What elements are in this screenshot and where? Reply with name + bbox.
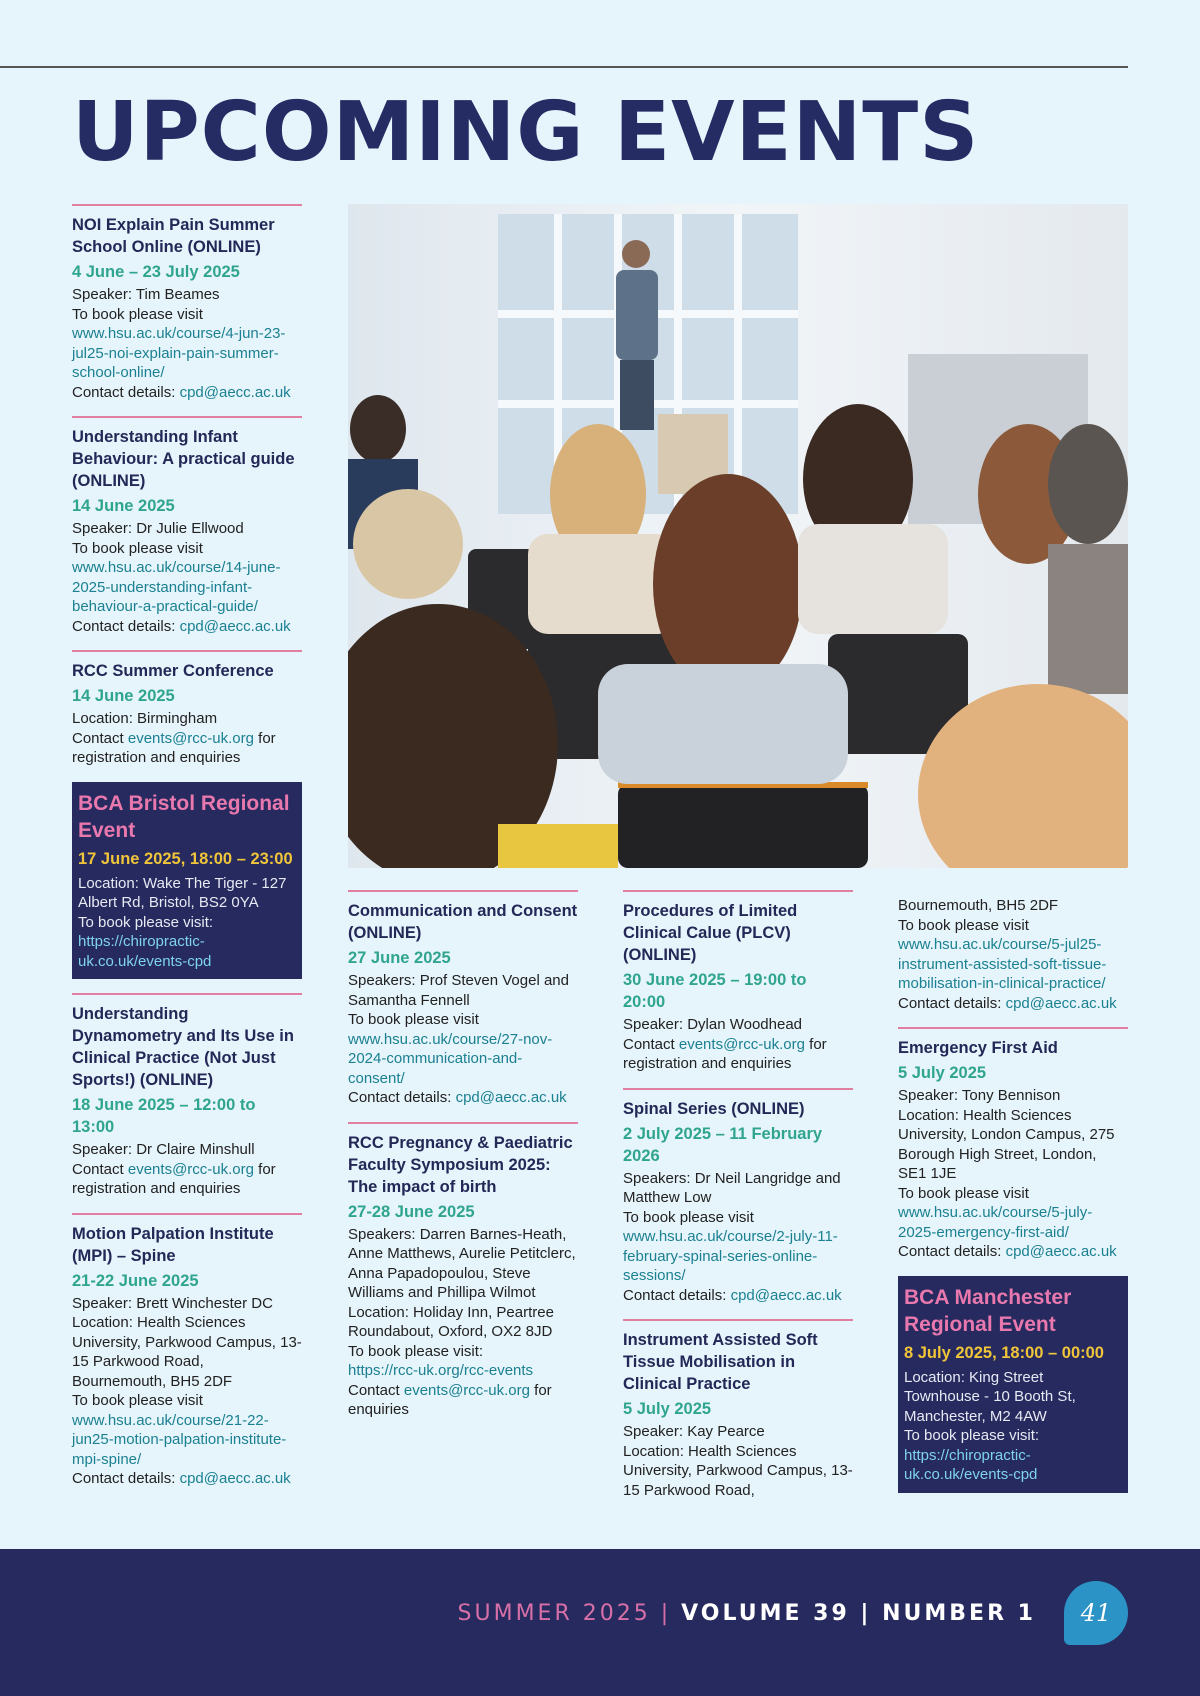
event-title: Motion Palpation Institute (MPI) – Spine [72,1224,274,1265]
event-speaker: Speaker: Tim Beames [72,286,220,303]
event-date: 14 June 2025 [72,687,175,705]
event-contact [72,1160,302,1199]
event-card [898,1027,1128,1262]
event-title: RCC Summer Conference [72,662,274,680]
event-book-label: To book please visit [623,1208,754,1226]
contact-label: Contact details: [72,1470,180,1487]
event-speaker: Speaker: Kay Pearce [623,1423,765,1440]
contact-label: Contact [623,1035,679,1053]
event-title: RCC Pregnancy & Paediatric Faculty Symposium 2025: The impact of birth [348,1133,573,1196]
contact-email-link[interactable]: events@rcc-uk.org [678,1035,805,1053]
contact-suffix: for registration and enquiries [72,729,276,766]
event-title: Emergency First Aid [898,1039,1058,1057]
contact-suffix: for registration and enquiries [72,1160,276,1197]
contact-label: Contact [348,1381,404,1399]
event-book-label: To book please visit [72,1392,203,1409]
contact-email-link[interactable]: cpd@aecc.ac.uk [730,1286,842,1304]
contact-email-link[interactable]: events@rcc-uk.org [127,729,254,747]
contact-suffix: for enquiries [348,1381,552,1418]
contact-email-link[interactable]: cpd@aecc.ac.uk [179,383,291,401]
seminar-photo-illustration [348,204,1128,868]
event-booking-link[interactable]: www.hsu.ac.uk/course/2-july-11-february-spinal-series-online-sessions/ [623,1228,838,1284]
events-column-4 [898,896,1128,1507]
event-title: Instrument Assisted Soft Tissue Mobilisation in Clinical Practice [623,1331,818,1393]
page-footer [0,1549,1200,1696]
event-contact [348,1381,578,1420]
event-card [348,1122,578,1420]
event-date: 8 July 2025, 18:00 – 00:00 [904,1343,1104,1362]
contact-label: Contact details: [72,383,180,401]
event-date: 18 June 2025 – 12:00 to 13:00 [72,1096,256,1136]
event-location: Location: Birmingham [72,710,218,727]
event-contact [898,1242,1128,1262]
contact-label: Contact details: [898,1243,1006,1260]
event-contact [72,383,302,403]
event-title: Procedures of Limited Clinical Calue (PLCV) (ONLINE) [623,902,798,964]
events-column-1 [72,204,302,1503]
event-contact [72,1469,302,1489]
event-card [72,1213,302,1489]
event-location: Location: Health Sciences University, Parkwood Campus, 13-15 Parkwood Road, [623,1442,853,1499]
event-title: BCA Bristol Regional Event [78,791,290,842]
top-rule [0,66,1128,68]
issue-season: SUMMER 2025 [457,1601,651,1626]
event-location: Location: King Street Townhouse - 10 Booth St, Manchester, M2 4AW [904,1368,1076,1425]
event-book-label: To book please visit: [904,1427,1040,1444]
event-book-label: To book please visit [898,916,1029,934]
event-book-label: To book please visit [348,1011,479,1028]
event-speaker: Speakers: Prof Steven Vogel and Samantha Fennell [348,972,569,1009]
event-booking-link[interactable]: www.hsu.ac.uk/course/4-jun-23-jul25-noi-explain-pain-summer-school-online/ [72,325,286,381]
issue-info [458,1601,1036,1626]
event-speaker: Speakers: Darren Barnes-Heath, Anne Matthews, Aurelie Petitclerc, Anna Papadopoulou, Steve Williams and Phillipa Wilmot [348,1225,576,1301]
event-contact [72,729,302,768]
event-booking-link[interactable]: www.hsu.ac.uk/course/5-jul25-instrument-assisted-soft-tissue-mobilisation-in-clinical-practice/ [898,936,1107,992]
event-contact [623,1286,853,1306]
contact-suffix: for registration and enquiries [623,1035,827,1072]
page-number: 41 [1064,1581,1128,1645]
event-card [623,1088,853,1306]
event-date: 2 July 2025 – 11 February 2026 [623,1124,823,1165]
event-location: Location: Health Sciences University, London Campus, 275 Borough High Street, London, SE1 1JE [898,1106,1115,1182]
event-book-label: To book please visit: [348,1342,484,1360]
event-speaker: Speaker: Brett Winchester DC [72,1294,273,1312]
event-location: Bournemouth, BH5 2DF [898,897,1059,914]
event-continuation [898,896,1128,1013]
event-title: Understanding Dynamometry and Its Use in Clinical Practice (Not Just Sports!) (ONLINE) [72,1005,294,1089]
event-speaker: Speaker: Dr Julie Ellwood [72,520,244,537]
event-date: 21-22 June 2025 [72,1271,199,1290]
contact-email-link[interactable]: events@rcc-uk.org [127,1160,254,1178]
issue-separator: | [650,1601,682,1626]
event-contact [72,617,302,637]
event-card [72,993,302,1199]
event-contact [898,994,1128,1014]
event-date: 30 June 2025 – 19:00 to 20:00 [623,971,807,1011]
event-booking-link[interactable]: https://chiropractic-uk.co.uk/events-cpd [78,933,212,970]
contact-email-link[interactable]: cpd@aecc.ac.uk [1005,1243,1117,1260]
contact-label: Contact [72,1160,128,1178]
contact-label: Contact details: [348,1089,456,1106]
event-location: Location: Health Sciences University, Parkwood Campus, 13-15 Parkwood Road, Bournemouth, BH5 2DF [72,1314,302,1390]
event-book-label: To book please visit [898,1184,1029,1202]
event-card [348,890,578,1108]
event-date: 4 June – 23 July 2025 [72,263,240,281]
contact-label: Contact details: [898,994,1006,1012]
event-date: 27-28 June 2025 [348,1202,475,1221]
event-date: 17 June 2025, 18:00 – 23:00 [78,849,293,868]
regional-event-box [898,1276,1128,1493]
event-title: Communication and Consent (ONLINE) [348,902,578,942]
event-book-label: To book please visit [72,305,203,323]
event-book-label: To book please visit [72,539,203,557]
event-date: 14 June 2025 [72,497,175,515]
event-booking-link[interactable]: https://rcc-uk.org/rcc-events [348,1362,534,1379]
event-card [623,890,853,1074]
event-title: BCA Manchester Regional Event [904,1285,1072,1336]
event-contact [623,1035,853,1074]
contact-label: Contact [72,729,128,747]
contact-label: Contact details: [72,617,180,635]
event-location: Location: Holiday Inn, Peartree Roundabout, Oxford, OX2 8JD [348,1303,554,1340]
event-date: 5 July 2025 [623,1400,712,1418]
event-speaker: Speaker: Dylan Woodhead [623,1016,803,1033]
event-booking-link[interactable]: www.hsu.ac.uk/course/27-nov-2024-communication-and-consent/ [348,1030,553,1087]
event-book-label: To book please visit: [78,913,214,931]
event-date: 27 June 2025 [348,949,451,967]
event-card [72,416,302,636]
event-card [623,1319,853,1500]
event-date: 5 July 2025 [898,1064,987,1082]
event-speaker: Speaker: Dr Claire Minshull [72,1141,255,1158]
contact-email-link[interactable]: events@rcc-uk.org [403,1381,530,1399]
event-title: Understanding Infant Behaviour: A practical guide (ONLINE) [72,428,295,490]
event-title: Spinal Series (ONLINE) [623,1099,805,1118]
contact-email-link[interactable]: cpd@aecc.ac.uk [179,1470,291,1487]
seminar-audience-photo [348,204,1128,868]
event-title: NOI Explain Pain Summer School Online (ONLINE) [72,216,275,256]
contact-email-link[interactable]: cpd@aecc.ac.uk [179,617,291,635]
issue-volume: VOLUME 39 | NUMBER 1 [681,1601,1036,1626]
event-card [72,204,302,402]
event-speaker: Speaker: Tony Bennison [898,1087,1061,1104]
event-location: Location: Wake The Tiger - 127 Albert Rd, Bristol, BS2 0YA [78,874,287,911]
event-speaker: Speakers: Dr Neil Langridge and Matthew Low [623,1169,841,1206]
events-column-3 [623,890,853,1514]
contact-email-link[interactable]: cpd@aecc.ac.uk [455,1089,567,1106]
event-card [72,650,302,768]
events-column-2 [348,890,578,1434]
event-booking-link[interactable]: www.hsu.ac.uk/course/14-june-2025-understanding-infant-behaviour-a-practical-guide/ [72,559,281,615]
event-contact [348,1088,578,1108]
event-booking-link[interactable]: www.hsu.ac.uk/course/21-22-jun25-motion-palpation-institute-mpi-spine/ [72,1411,287,1468]
contact-label: Contact details: [623,1286,731,1304]
event-booking-link[interactable]: www.hsu.ac.uk/course/5-july-2025-emergency-first-aid/ [898,1204,1093,1241]
event-booking-link[interactable]: https://chiropractic-uk.co.uk/events-cpd [904,1446,1038,1483]
regional-event-box [72,782,302,980]
page-title: UPCOMING EVENTS [72,85,980,180]
contact-email-link[interactable]: cpd@aecc.ac.uk [1005,994,1117,1012]
